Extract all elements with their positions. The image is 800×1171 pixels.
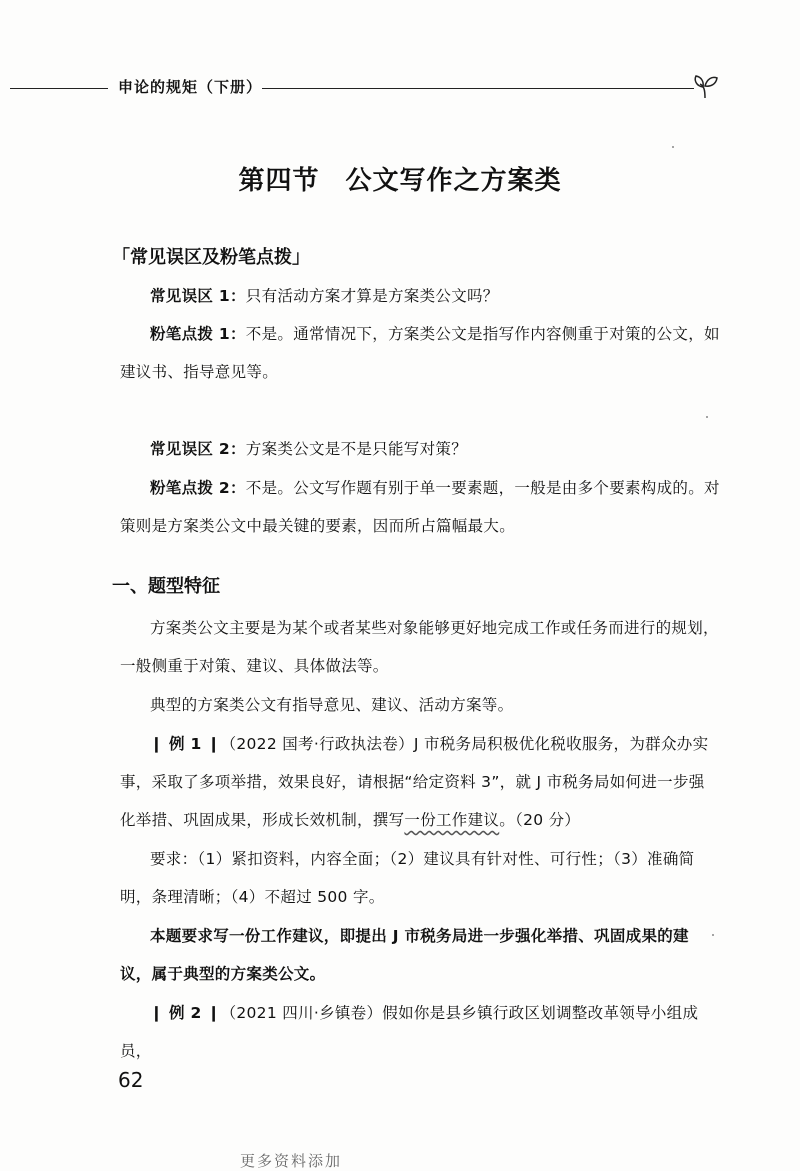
tip-1-text: 不是。通常情况下，方案类公文是指写作内容侧重于对策的公文，如建议书、指导意见等。 <box>120 325 720 381</box>
footer-watermark: 更多资料添加 <box>240 1152 343 1170</box>
mistake-2-label: 常见误区 2： <box>150 440 246 458</box>
section-number: 第四节 <box>238 166 320 196</box>
example-1-label-text: 例 1 <box>168 735 202 753</box>
mistake-2-question <box>120 430 720 468</box>
scan-speck <box>712 934 714 936</box>
tip-2-text: 不是。公文写作题有别于单一要素题，一般是由多个要素构成的。对策则是方案类公文中最关键的要素，因而所占篇幅最大。 <box>120 479 720 535</box>
tip-1-answer <box>120 315 720 391</box>
example-2-label-text: 例 2 <box>168 1004 202 1022</box>
mistake-1-label: 常见误区 1： <box>150 287 246 305</box>
page-number: 62 <box>118 1068 144 1092</box>
example-1-requirements: 要求：（1）紧扣资料，内容全面；（2）建议具有针对性、可行性；（3）准确简明，条理清晰；（4）不超过 500 字。 <box>120 850 695 906</box>
part-1-paragraph-1: 方案类公文主要是为某个或者某些对象能够更好地完成工作或任务而进行的规划，一般侧重于对策、建议、具体做法等。 <box>120 619 719 675</box>
header-rule-left <box>10 88 108 89</box>
example-2-label: ❙ 例 2 ❙ <box>150 1004 221 1022</box>
mistakes-heading: 「常见误区及粉笔点拨」 <box>112 247 310 268</box>
example-1-text: （2022 国考·行政执法卷）J 市税务局积极优化税收服务，为群众办实事，采取了多项举措，效果良好，请根据“给定资料 3”，就 J 市税务局如何进一步强化举措、巩固成果，形成长效机制，撰写 <box>120 735 709 829</box>
example-1-label: ❙ 例 1 ❙ <box>150 735 221 753</box>
example-1 <box>120 725 720 839</box>
example-1-highlight: 一份工作建议 <box>404 811 500 829</box>
part-1-heading: 一、题型特征 <box>112 576 220 597</box>
example-1-note: 本题要求写一份工作建议，即提出 J 市税务局进一步强化举措、巩固成果的建议，属于典型的方案类公文。 <box>120 927 689 983</box>
example-2 <box>120 994 720 1070</box>
scan-speck <box>706 416 708 418</box>
section-name: 公文写作之方案类 <box>345 166 562 196</box>
running-header <box>0 70 800 106</box>
part-1-paragraph-2: 典型的方案类公文有指导意见、建议、活动方案等。 <box>150 696 514 714</box>
tip-2-answer <box>120 469 720 545</box>
sprout-icon <box>690 70 720 100</box>
example-1-score: 。（20 分） <box>499 811 581 829</box>
tip-1-label: 粉笔点拨 1： <box>150 325 246 343</box>
book-title: 申论的规矩（下册） <box>118 78 263 96</box>
scan-speck <box>672 146 674 148</box>
mistake-2-text: 方案类公文是不是只能写对策？ <box>245 440 467 458</box>
tip-2-label: 粉笔点拨 2： <box>150 479 246 497</box>
mistake-1-question <box>120 277 720 315</box>
example-2-text: （2021 四川·乡镇卷）假如你是县乡镇行政区划调整改革领导小组成员， <box>120 1004 699 1060</box>
mistake-1-text: 只有活动方案才算是方案类公文吗？ <box>245 287 499 305</box>
section-title <box>0 160 800 197</box>
header-rule-right <box>262 88 694 89</box>
